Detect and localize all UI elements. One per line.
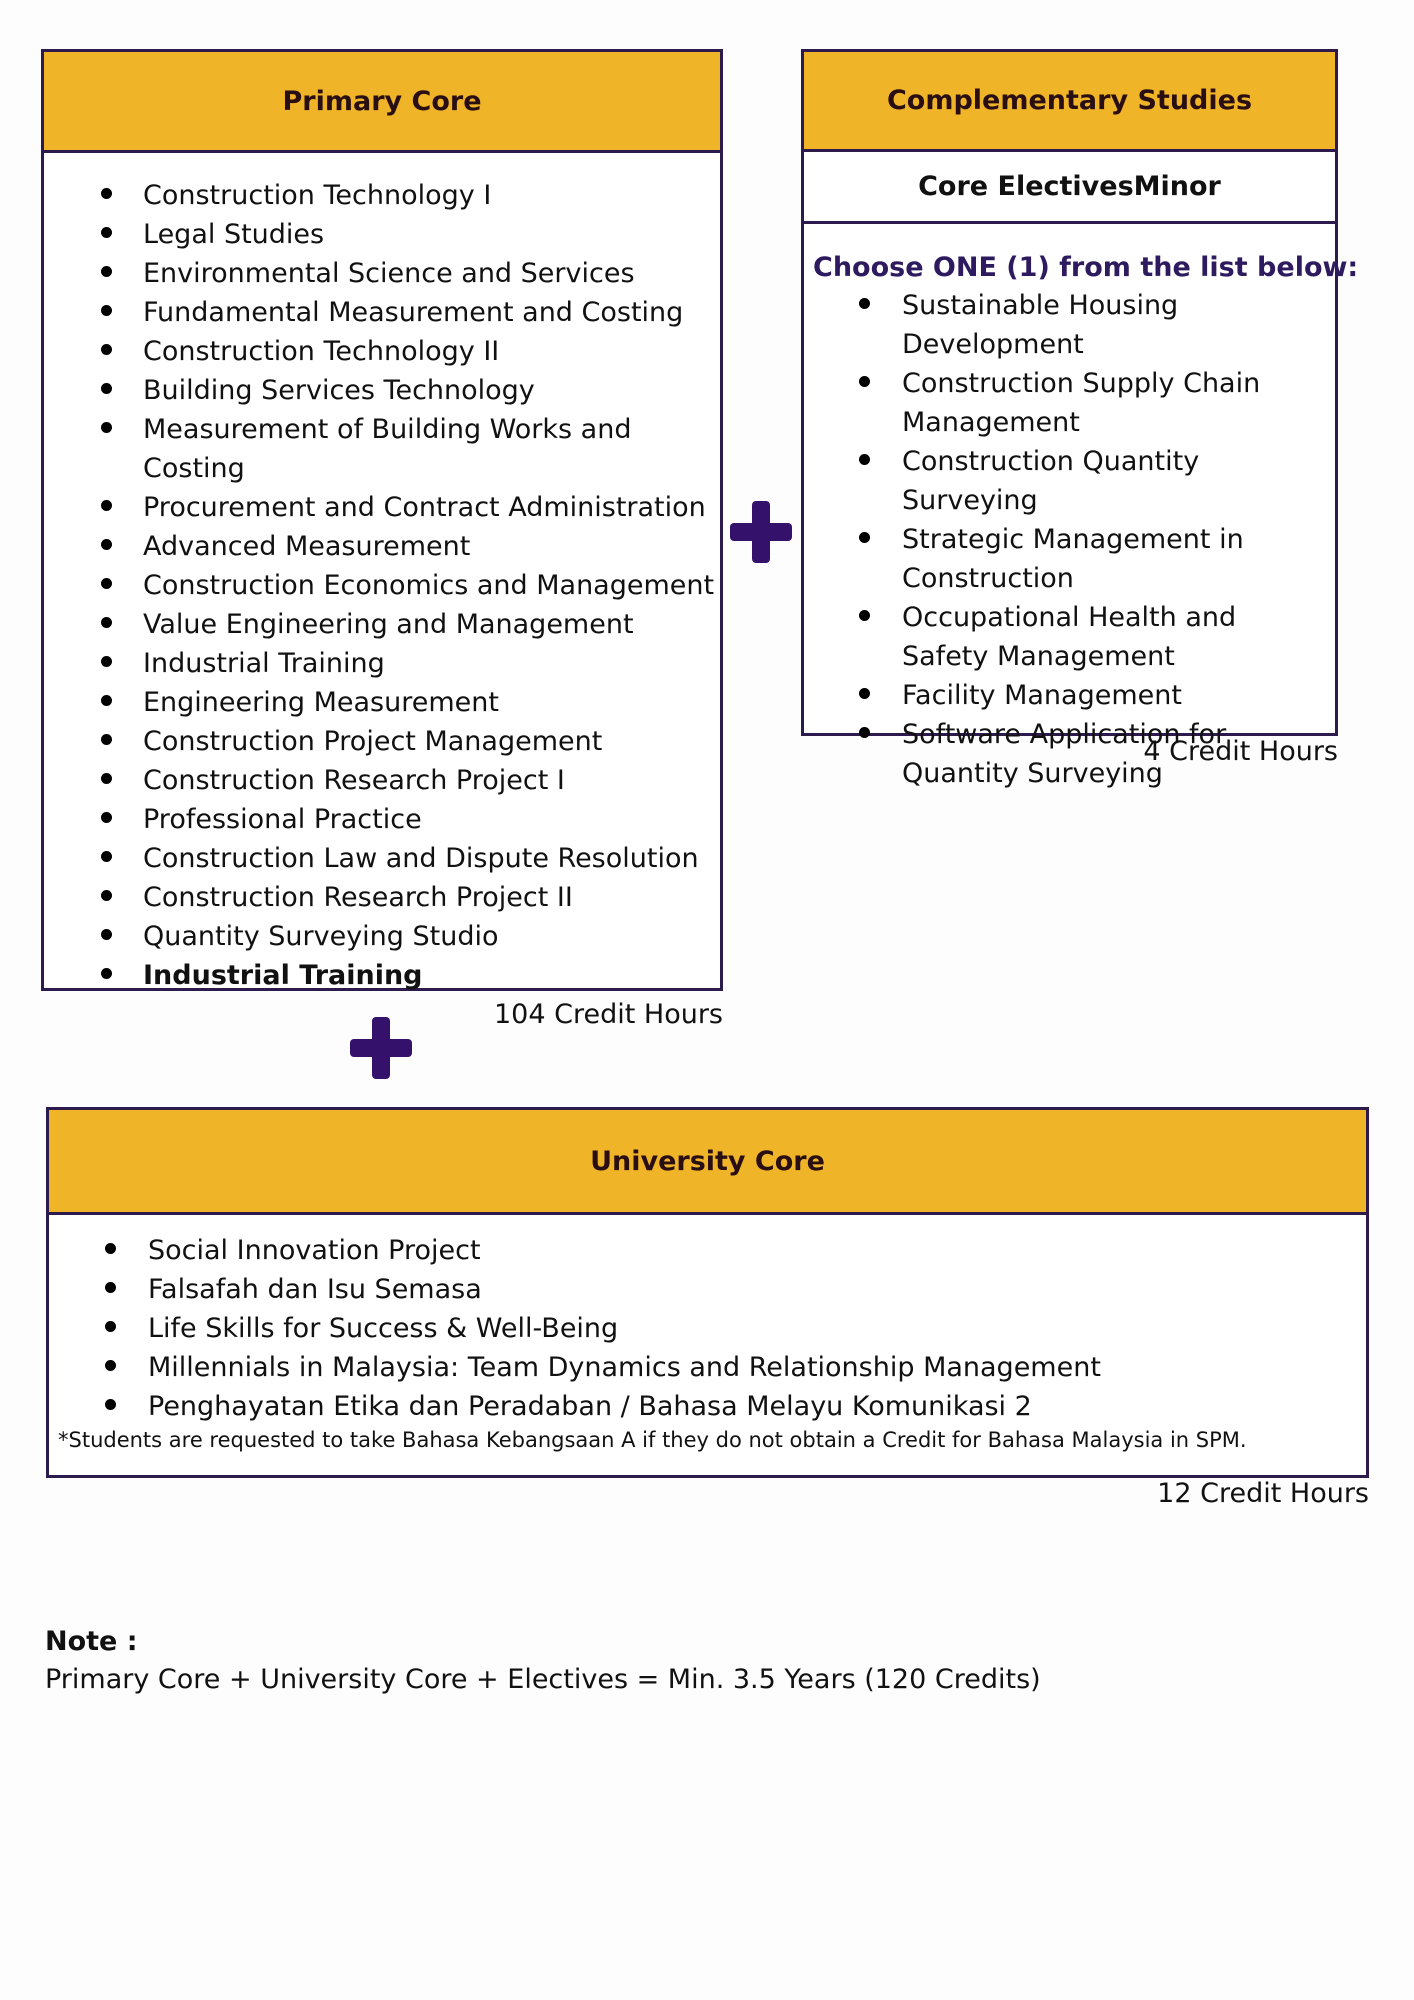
list-item-text: Industrial Training xyxy=(143,648,385,679)
list-item xyxy=(859,598,1325,676)
bullet-dot-icon xyxy=(101,305,112,316)
bullet-dot-icon xyxy=(105,1321,116,1332)
list-item-text: Advanced Measurement xyxy=(143,531,471,562)
bullet-dot-icon xyxy=(859,532,870,543)
list-item xyxy=(101,332,720,371)
list-item xyxy=(101,956,720,995)
list-item-text: Quantity Surveying Studio xyxy=(143,921,499,952)
university-core-list xyxy=(49,1215,1366,1426)
list-item xyxy=(859,442,1325,520)
list-item xyxy=(101,878,720,917)
list-item-text: Occupational Health and Safety Management xyxy=(902,602,1237,672)
bullet-dot-icon xyxy=(101,266,112,277)
bullet-dot-icon xyxy=(105,1243,116,1254)
list-item xyxy=(101,527,720,566)
bullet-dot-icon xyxy=(859,454,870,465)
list-item-text: Value Engineering and Management xyxy=(143,609,634,640)
list-item xyxy=(101,566,720,605)
list-item-text: Social Innovation Project xyxy=(148,1235,481,1266)
list-item-text: Engineering Measurement xyxy=(143,687,499,718)
bahasa-footnote: *Students are requested to take Bahasa Kebangsaan A if they do not obtain a Credit for Bahasa Malaysia in SPM. xyxy=(58,1428,1247,1452)
bullet-dot-icon xyxy=(101,734,112,745)
plus-icon xyxy=(730,501,792,563)
bullet-dot-icon xyxy=(859,688,870,699)
bullet-dot-icon xyxy=(101,812,112,823)
list-item-text: Construction Law and Dispute Resolution xyxy=(143,843,699,874)
core-electives-subtitle: Core ElectivesMinor xyxy=(918,171,1221,202)
complementary-credit-hours: 4 Credit Hours xyxy=(1143,736,1338,767)
bullet-dot-icon xyxy=(101,968,112,979)
list-item-text: Professional Practice xyxy=(143,804,422,835)
list-item xyxy=(101,761,720,800)
bullet-dot-icon xyxy=(101,929,112,940)
list-item xyxy=(101,605,720,644)
list-item-text: Strategic Management in Construction xyxy=(902,524,1244,594)
bullet-dot-icon xyxy=(101,578,112,589)
primary-core-list xyxy=(44,153,720,995)
list-item xyxy=(859,676,1325,715)
bullet-dot-icon xyxy=(101,656,112,667)
list-item-text: Construction Quantity Surveying xyxy=(902,446,1200,516)
list-item-text: Procurement and Contract Administration xyxy=(143,492,706,523)
list-item-text: Fundamental Measurement and Costing xyxy=(143,297,684,328)
bullet-dot-icon xyxy=(101,773,112,784)
bullet-dot-icon xyxy=(105,1282,116,1293)
list-item xyxy=(101,839,720,878)
list-item xyxy=(105,1309,1366,1348)
list-item xyxy=(859,364,1325,442)
list-item-text: Facility Management xyxy=(902,680,1182,711)
list-item-text: Construction Technology I xyxy=(143,180,492,211)
list-item xyxy=(101,644,720,683)
bullet-dot-icon xyxy=(101,188,112,199)
university-credit-hours: 12 Credit Hours xyxy=(1157,1478,1369,1509)
list-item xyxy=(101,215,720,254)
list-item-text: Construction Supply Chain Management xyxy=(902,368,1261,438)
list-item xyxy=(101,410,720,488)
list-item-text: Software Application for Quantity Surveying xyxy=(902,719,1227,789)
bullet-dot-icon xyxy=(859,610,870,621)
list-item-text: Construction Project Management xyxy=(143,726,603,757)
university-core-title: University Core xyxy=(590,1145,825,1177)
list-item-text: Building Services Technology xyxy=(143,375,535,406)
elective-list xyxy=(804,286,1335,793)
list-item xyxy=(101,917,720,956)
list-item xyxy=(101,176,720,215)
list-item-text: Construction Technology II xyxy=(143,336,500,367)
bullet-dot-icon xyxy=(101,227,112,238)
complementary-studies-header xyxy=(804,52,1335,152)
list-item xyxy=(101,488,720,527)
bullet-dot-icon xyxy=(101,617,112,628)
bullet-dot-icon xyxy=(105,1360,116,1371)
list-item-text: Penghayatan Etika dan Peradaban / Bahasa Melayu Komunikasi 2 xyxy=(148,1391,1032,1422)
bullet-dot-icon xyxy=(859,727,870,738)
list-item xyxy=(101,800,720,839)
bullet-dot-icon xyxy=(859,376,870,387)
plus-icon xyxy=(350,1017,412,1079)
bullet-dot-icon xyxy=(101,890,112,901)
list-item-text: Industrial Training xyxy=(143,960,423,991)
list-item xyxy=(105,1270,1366,1309)
list-item-text: Construction Research Project I xyxy=(143,765,565,796)
list-item xyxy=(101,293,720,332)
primary-core-credit-hours: 104 Credit Hours xyxy=(494,999,723,1030)
list-item-text: Construction Research Project II xyxy=(143,882,573,913)
bullet-dot-icon xyxy=(859,298,870,309)
list-item xyxy=(859,286,1325,364)
list-item xyxy=(859,520,1325,598)
list-item-text: Life Skills for Success & Well-Being xyxy=(148,1313,619,1344)
bullet-dot-icon xyxy=(101,344,112,355)
university-core-header xyxy=(49,1110,1366,1215)
primary-core-box xyxy=(41,49,723,991)
primary-core-header xyxy=(44,52,720,153)
list-item-text: Falsafah dan Isu Semasa xyxy=(148,1274,482,1305)
bullet-dot-icon xyxy=(101,851,112,862)
complementary-studies-title: Complementary Studies xyxy=(886,85,1253,116)
list-item-text: Environmental Science and Services xyxy=(143,258,635,289)
bullet-dot-icon xyxy=(101,539,112,550)
note-text: Primary Core + University Core + Electives = Min. 3.5 Years (120 Credits) xyxy=(45,1664,1041,1695)
core-electives-subheader xyxy=(804,152,1335,224)
list-item xyxy=(105,1348,1366,1387)
bullet-dot-icon xyxy=(105,1399,116,1410)
list-item xyxy=(105,1387,1366,1426)
list-item-text: Sustainable Housing Development xyxy=(902,290,1179,360)
elective-instruction: Choose ONE (1) from the list below: xyxy=(813,252,1359,283)
bullet-dot-icon xyxy=(101,695,112,706)
note-label: Note : xyxy=(45,1626,138,1657)
bullet-dot-icon xyxy=(101,500,112,511)
list-item xyxy=(101,254,720,293)
list-item-text: Millennials in Malaysia: Team Dynamics and Relationship Management xyxy=(148,1352,1101,1383)
list-item xyxy=(101,371,720,410)
bullet-dot-icon xyxy=(101,422,112,433)
bullet-dot-icon xyxy=(101,383,112,394)
list-item-text: Measurement of Building Works and Costing xyxy=(143,414,632,484)
university-core-box xyxy=(46,1107,1369,1478)
primary-core-title: Primary Core xyxy=(282,85,482,117)
list-item xyxy=(105,1231,1366,1270)
list-item-text: Legal Studies xyxy=(143,219,325,250)
list-item xyxy=(101,683,720,722)
list-item xyxy=(101,722,720,761)
list-item-text: Construction Economics and Management xyxy=(143,570,715,601)
